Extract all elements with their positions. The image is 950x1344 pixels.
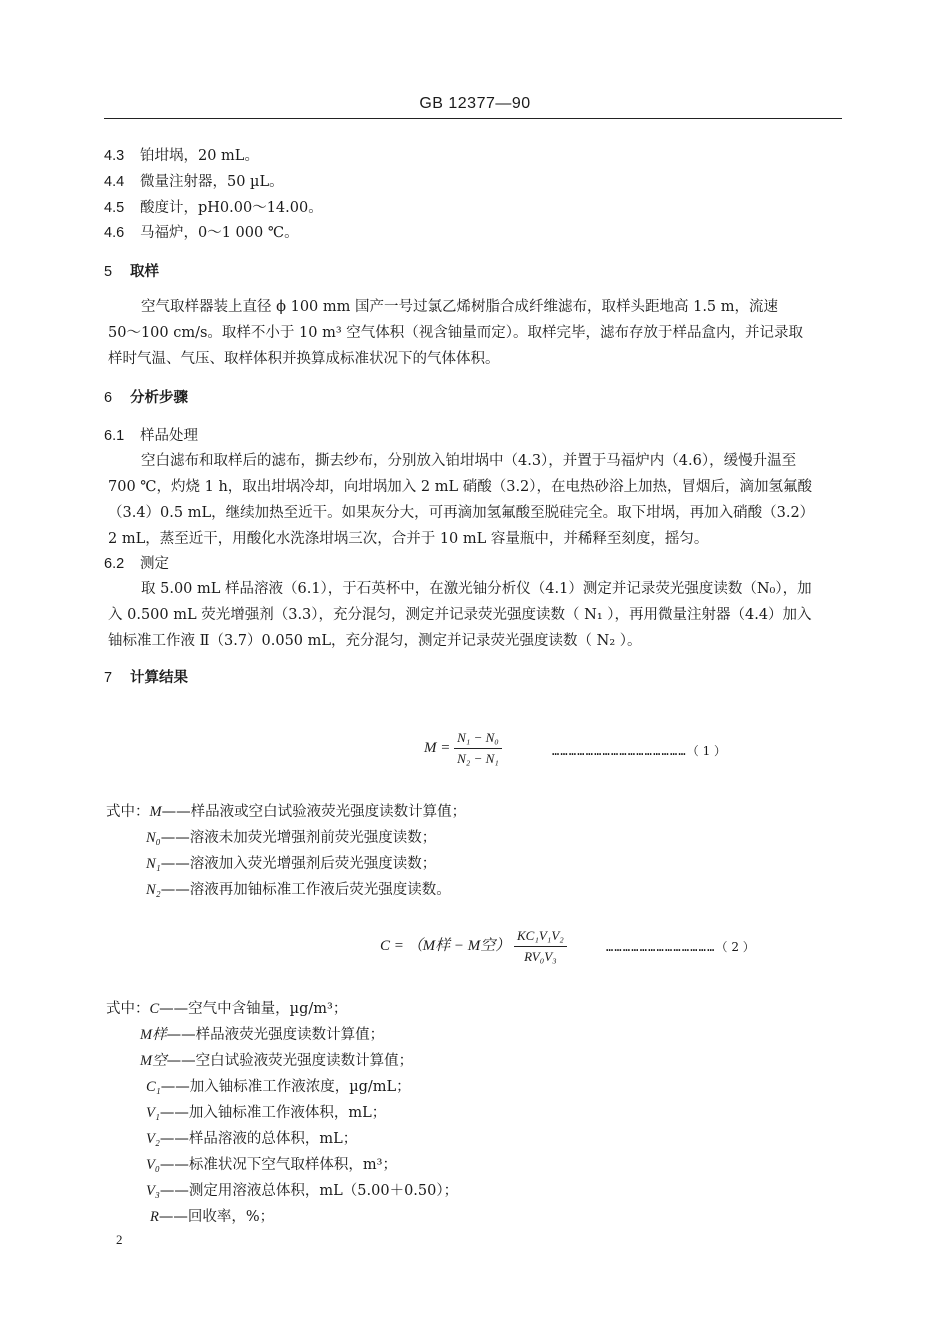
paragraph-line: 取 5.00 mL 样品溶液（6.1），于石英杯中，在激光铀分析仪（4.1）测定并记录荧光强度读数（N₀），加: [141, 581, 812, 597]
fraction-denominator: RV₀V₃: [514, 946, 567, 965]
definition-dash: ——: [160, 830, 190, 846]
subsection-6-2-heading: [104, 554, 169, 574]
paragraph-line: 700 ℃，灼烧 1 h，取出坩埚冷却，向坩埚加入 2 mL 硝酸（3.2），在电热砂浴上加热，冒烟后，滴加氢氟酸: [108, 479, 813, 495]
variable-symbol: V₁: [146, 1105, 160, 1121]
where-row-M-blank: [140, 1048, 413, 1074]
section-5-heading: [104, 262, 159, 282]
equation-1-leader-dots: [552, 742, 726, 759]
variable-description: 空白试验液荧光强度读数计算值；: [195, 1053, 414, 1069]
definition-dash: ——: [159, 1131, 189, 1147]
section-number: 5: [104, 264, 113, 280]
header-rule: [104, 118, 842, 119]
equation-1: [424, 730, 502, 767]
variable-symbol: V₃: [146, 1183, 160, 1199]
where-row-N1: [146, 851, 436, 877]
subsection-number: 6.1: [104, 428, 125, 444]
variable-symbol: C: [149, 1001, 160, 1017]
definition-dash: ——: [160, 882, 190, 898]
fraction-numerator: KC₁V₁V₂: [517, 928, 564, 943]
variable-description: 样品液荧光强度读数计算值；: [195, 1027, 385, 1043]
variable-symbol: N₂: [146, 882, 161, 898]
paragraph-line: 铀标准工作液 Ⅱ（3.7）0.050 mL，充分混匀，测定并记录荧光强度读数（ N₂ ）。: [108, 633, 642, 649]
page-number: 2: [116, 1232, 123, 1247]
item-4-3: [104, 146, 259, 166]
subsection-title: 测定: [140, 556, 169, 572]
page-header-code: GB 12377—90: [419, 95, 531, 112]
section-title: 取样: [130, 264, 159, 280]
fraction-denominator: N₂ − N₁: [454, 748, 502, 767]
definition-dash: ——: [166, 1053, 196, 1069]
paragraph-line: 2 mL，蒸至近干，用酸化水洗涤坩埚三次，合并于 10 mL 容量瓶中，并稀释至刻度，摇匀。: [108, 531, 709, 547]
subsection-6-1-heading: [104, 426, 198, 446]
item-4-6: [104, 223, 299, 243]
equation-fraction: [454, 730, 502, 767]
leader-dots: …………………………………: [606, 940, 716, 954]
variable-symbol: M空: [140, 1053, 167, 1069]
item-number: 4.3: [104, 148, 125, 164]
variable-description: 加入铀标准工作液体积，mL；: [188, 1105, 387, 1121]
section-5-paragraph: [108, 294, 844, 372]
where-row-M: [106, 799, 466, 825]
equation-lhs: C = （M样 − M空）: [380, 937, 511, 954]
where-row-R: [150, 1204, 274, 1230]
variable-symbol: N₀: [146, 830, 161, 846]
definition-dash: ——: [159, 1105, 189, 1121]
item-text: 铂坩埚，20 mL。: [140, 148, 259, 164]
variable-symbol: N₁: [146, 856, 161, 872]
variable-symbol: V₀: [146, 1157, 160, 1173]
variable-description: 空气中含铀量，µg/m³；: [188, 1001, 348, 1017]
variable-description: 标准状况下空气取样体积，m³；: [188, 1157, 397, 1173]
variable-description: 样品液或空白试验液荧光强度读数计算值；: [190, 804, 467, 820]
where-row-M-sample: [140, 1022, 384, 1048]
item-text: 酸度计，pH0.00～14.00。: [140, 200, 323, 216]
definition-dash: ——: [158, 1209, 188, 1225]
item-4-5: [104, 198, 323, 218]
where-row-N0: [146, 825, 436, 851]
where-prefix: 式中：: [106, 1001, 150, 1017]
section-title: 计算结果: [130, 670, 188, 686]
variable-symbol: C₁: [146, 1079, 161, 1095]
definition-dash: ——: [161, 804, 191, 820]
variable-description: 溶液加入荧光增强剂后荧光强度读数；: [189, 856, 437, 872]
paragraph-line: 样时气温、气压、取样体积并换算成标准状况下的气体体积。: [108, 351, 500, 367]
item-number: 4.4: [104, 174, 125, 190]
paragraph-line: （3.4）0.5 mL，继续加热至近干。如果灰分大，可再滴加氢氟酸至脱硅完全。取下坩埚，再加入硝酸（3.2）: [108, 505, 815, 521]
definition-dash: ——: [159, 1157, 189, 1173]
paragraph-line: 入 0.500 mL 荧光增强剂（3.3），充分混匀，测定并记录荧光强度读数（ N₁ ），再用微量注射器（4.4）加入: [108, 607, 812, 623]
where-row-V0: [146, 1152, 397, 1178]
fraction-numerator: N₁ − N₀: [457, 730, 499, 745]
where-row-V1: [146, 1100, 386, 1126]
paragraph-line: 空白滤布和取样后的滤布，撕去纱布，分别放入铂坩埚中（4.3），并置于马福炉内（4.6），缓慢升温至: [141, 453, 797, 469]
variable-description: 溶液再加铀标准工作液后荧光强度读数。: [189, 882, 451, 898]
definition-dash: ——: [159, 1001, 189, 1017]
item-number: 4.6: [104, 225, 125, 241]
definition-dash: ——: [160, 1079, 190, 1095]
variable-description: 样品溶液的总体积，mL；: [188, 1131, 358, 1147]
variable-symbol: M样: [140, 1027, 167, 1043]
variable-symbol: V₂: [146, 1131, 160, 1147]
variable-description: 测定用溶液总体积，mL（5.00＋0.50）；: [188, 1183, 459, 1199]
equation-2-leader-dots: [606, 938, 755, 955]
section-number: 7: [104, 670, 113, 686]
subsection-number: 6.2: [104, 556, 125, 572]
paragraph-line: 50～100 cm/s。取样不小于 10 m³ 空气体积（视含铀量而定）。取样完毕，滤布存放于样品盒内，并记录取: [108, 325, 804, 341]
item-number: 4.5: [104, 200, 125, 216]
section-6-heading: [104, 388, 188, 408]
subsection-6-1-paragraph: [108, 448, 844, 552]
section-title: 分析步骤: [130, 390, 188, 406]
definition-dash: ——: [160, 856, 190, 872]
where-row-V3: [146, 1178, 458, 1204]
where-row-V2: [146, 1126, 357, 1152]
item-text: 微量注射器，50 µL。: [140, 174, 284, 190]
variable-description: 加入铀标准工作液浓度，µg/mL；: [189, 1079, 411, 1095]
equation-2: [380, 928, 567, 965]
equation-lhs: M =: [424, 739, 451, 756]
item-4-4: [104, 172, 284, 192]
equation-fraction: [514, 928, 567, 965]
section-number: 6: [104, 390, 113, 406]
subsection-6-2-paragraph: [108, 576, 844, 654]
variable-symbol: R: [150, 1209, 159, 1225]
definition-dash: ——: [166, 1027, 196, 1043]
where-row-N2: [146, 877, 451, 903]
subsection-title: 样品处理: [140, 428, 198, 444]
equation-number: （ 1 ）: [686, 744, 727, 758]
definition-dash: ——: [159, 1183, 189, 1199]
section-7-heading: [104, 668, 188, 688]
leader-dots: …………………………………………: [552, 744, 687, 758]
variable-description: 溶液未加荧光增强剂前荧光强度读数；: [189, 830, 437, 846]
item-text: 马福炉，0～1 000 ℃。: [140, 225, 299, 241]
equation-number: （ 2 ）: [715, 940, 755, 954]
where-prefix: 式中：: [106, 804, 150, 820]
variable-description: 回收率，%；: [187, 1209, 275, 1225]
where-row-C1: [146, 1074, 411, 1100]
paragraph-line: 空气取样器装上直径 ϕ 100 mm 国产一号过氯乙烯树脂合成纤维滤布，取样头距地高 1.5 m，流速: [141, 299, 779, 315]
variable-symbol: M: [149, 804, 162, 820]
where-row-C: [106, 996, 347, 1022]
